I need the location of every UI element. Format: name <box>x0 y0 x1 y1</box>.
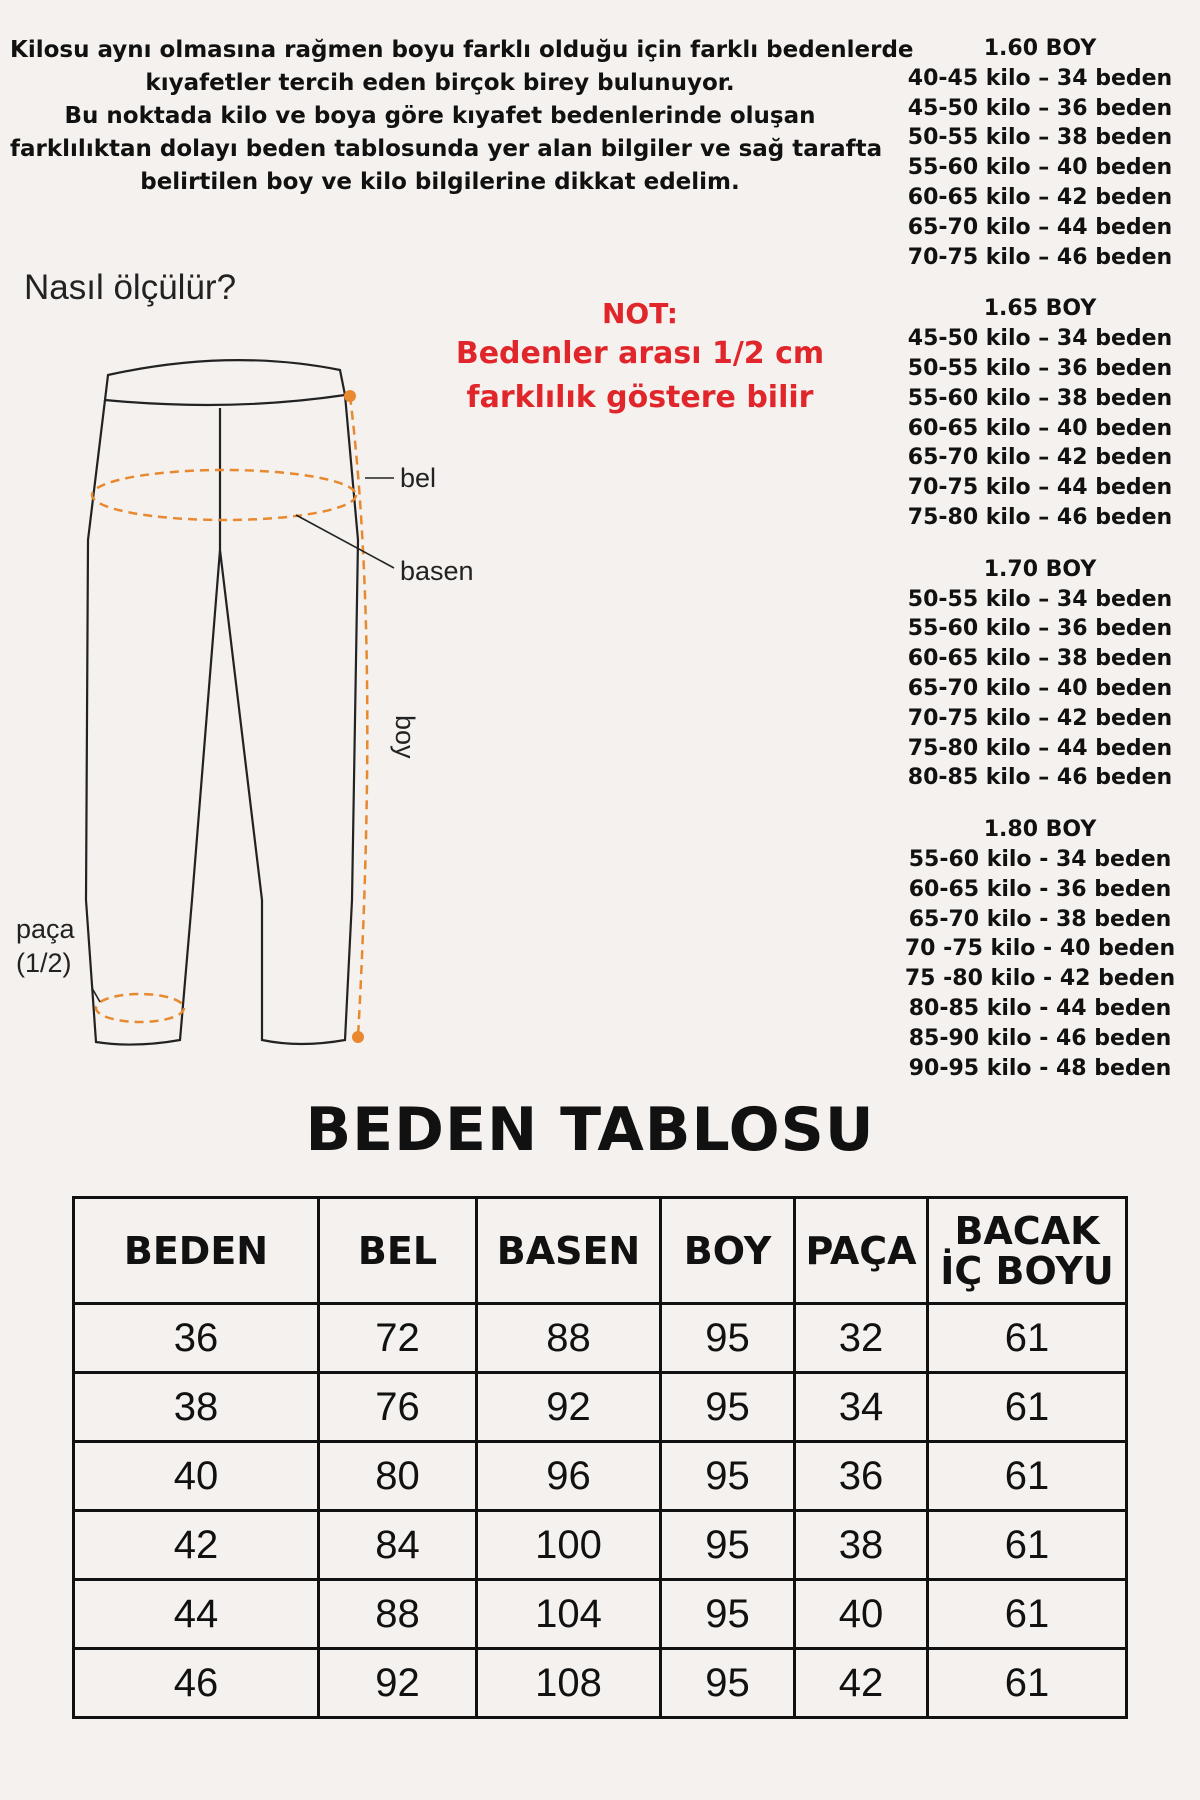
cell-paca: 42 <box>795 1649 928 1718</box>
table-row <box>74 1373 1127 1442</box>
size-group <box>900 555 1180 793</box>
cell-paca: 38 <box>795 1511 928 1580</box>
label-paca: paça <box>16 914 75 944</box>
header-boy: BOY <box>661 1198 795 1304</box>
size-line: 60-65 kilo - 36 beden <box>908 876 1172 902</box>
cell-basen: 88 <box>477 1304 661 1373</box>
cell-bel: 76 <box>319 1373 477 1442</box>
cell-beden: 36 <box>74 1304 319 1373</box>
size-group-title: 1.60 BOY <box>983 36 1097 61</box>
size-line: 45-50 kilo – 34 beden <box>907 326 1173 352</box>
cell-boy: 95 <box>661 1580 795 1649</box>
cell-bel: 92 <box>319 1649 477 1718</box>
measure-lines <box>92 396 367 1037</box>
cell-boy: 95 <box>661 1304 795 1373</box>
size-line: 75-80 kilo – 44 beden <box>907 735 1173 761</box>
length-end-dot <box>352 1031 364 1043</box>
size-line: 70-75 kilo – 42 beden <box>907 705 1173 731</box>
size-line: 65-70 kilo - 38 beden <box>908 906 1172 932</box>
label-basen: basen <box>400 556 474 586</box>
size-line: 55-60 kilo – 36 beden <box>907 616 1173 642</box>
trousers-outline <box>86 360 358 1044</box>
cell-beden: 38 <box>74 1373 319 1442</box>
label-boy: boy <box>390 715 420 759</box>
cell-beden: 44 <box>74 1580 319 1649</box>
header-bacak-ic-boyu: BACAK İÇ BOYU <box>928 1198 1127 1304</box>
size-line: 45-50 kilo – 36 beden <box>907 95 1173 121</box>
size-group-title: 1.80 BOY <box>983 817 1097 843</box>
cell-bel: 72 <box>319 1304 477 1373</box>
cell-boy: 95 <box>661 1649 795 1718</box>
size-line: 80-85 kilo – 46 beden <box>907 765 1173 791</box>
cell-basen: 100 <box>477 1511 661 1580</box>
length-start-dot <box>344 390 356 402</box>
size-group-title: 1.65 BOY <box>983 296 1097 322</box>
table-row <box>74 1649 1127 1718</box>
how-to-measure-title: Nasıl ölçülür? <box>24 268 237 307</box>
cell-beden: 42 <box>74 1511 319 1580</box>
size-line: 55-60 kilo – 38 beden <box>907 385 1173 411</box>
cell-paca: 32 <box>795 1304 928 1373</box>
length-measure-line <box>350 396 367 1037</box>
cell-bacak-ic-boyu: 61 <box>928 1442 1127 1511</box>
size-line: 75 -80 kilo - 42 beden <box>904 966 1176 992</box>
size-table <box>72 1196 1128 1719</box>
intro-line: farklılıktan dolayı beden tablosunda yer alan bilgiler ve sağ tarafta <box>10 136 883 162</box>
intro-line: Bu noktada kilo ve boya göre kıyafet bedenlerinde oluşan <box>64 103 816 129</box>
header-basen: BASEN <box>477 1198 661 1304</box>
cell-basen: 108 <box>477 1649 661 1718</box>
cell-basen: 92 <box>477 1373 661 1442</box>
size-line: 55-60 kilo – 40 beden <box>907 155 1173 181</box>
table-row <box>74 1580 1127 1649</box>
cell-paca: 40 <box>795 1580 928 1649</box>
size-line: 50-55 kilo – 34 beden <box>907 586 1173 612</box>
size-line: 90-95 kilo - 48 beden <box>908 1055 1172 1081</box>
table-row <box>74 1442 1127 1511</box>
cell-basen: 104 <box>477 1580 661 1649</box>
size-group <box>900 34 1180 272</box>
cell-paca: 34 <box>795 1373 928 1442</box>
size-line: 55-60 kilo - 34 beden <box>908 846 1172 872</box>
cell-bacak-ic-boyu: 61 <box>928 1511 1127 1580</box>
header-paca: PAÇA <box>795 1198 928 1304</box>
header-bel: BEL <box>319 1198 477 1304</box>
label-bel: bel <box>400 463 437 493</box>
trousers-measurement-diagram <box>0 340 520 1060</box>
cell-boy: 95 <box>661 1373 795 1442</box>
cell-bel: 88 <box>319 1580 477 1649</box>
size-line: 60-65 kilo – 40 beden <box>907 415 1173 441</box>
size-line: 65-70 kilo – 42 beden <box>907 445 1173 471</box>
note-line: Bedenler arası 1/2 cm <box>455 336 825 371</box>
cell-boy: 95 <box>661 1511 795 1580</box>
cell-beden: 46 <box>74 1649 319 1718</box>
intro-line: Kilosu aynı olmasına rağmen boyu farklı olduğu için farklı bedenlerde <box>10 37 914 63</box>
size-line: 70-75 kilo – 46 beden <box>907 244 1173 270</box>
intro-text <box>10 34 914 199</box>
label-paca-half: (1/2) <box>16 948 72 978</box>
size-group <box>900 294 1180 532</box>
hem-measure-ellipse <box>96 994 184 1022</box>
cell-bel: 80 <box>319 1442 477 1511</box>
size-line: 40-45 kilo – 34 beden <box>907 65 1173 91</box>
size-line: 70-75 kilo – 44 beden <box>907 475 1173 501</box>
cell-bacak-ic-boyu: 61 <box>928 1580 1127 1649</box>
size-line: 65-70 kilo – 44 beden <box>907 214 1173 240</box>
height-weight-size-list <box>900 34 1180 1105</box>
note-line: farklılık göstere bilir <box>466 380 814 415</box>
size-line: 70 -75 kilo - 40 beden <box>904 936 1176 962</box>
cell-paca: 36 <box>795 1442 928 1511</box>
header-beden: BEDEN <box>74 1198 319 1304</box>
size-line: 60-65 kilo – 42 beden <box>907 184 1173 210</box>
size-line: 60-65 kilo – 38 beden <box>907 646 1173 672</box>
table-header-row <box>74 1198 1127 1304</box>
size-line: 50-55 kilo – 36 beden <box>907 355 1173 381</box>
note-title: NOT: <box>601 297 678 330</box>
table-row <box>74 1304 1127 1373</box>
size-group-title: 1.70 BOY <box>983 556 1097 582</box>
size-line: 80-85 kilo - 44 beden <box>908 995 1172 1021</box>
size-group <box>900 815 1180 1083</box>
size-table-title: BEDEN TABLOSU <box>305 1095 875 1165</box>
size-line: 75-80 kilo – 46 beden <box>907 504 1173 530</box>
size-line: 50-55 kilo – 38 beden <box>907 125 1173 151</box>
cell-basen: 96 <box>477 1442 661 1511</box>
table-row <box>74 1511 1127 1580</box>
intro-line: belirtilen boy ve kilo bilgilerine dikkat edelim. <box>140 169 740 195</box>
cell-bel: 84 <box>319 1511 477 1580</box>
size-line: 85-90 kilo - 46 beden <box>908 1025 1172 1051</box>
cell-bacak-ic-boyu: 61 <box>928 1649 1127 1718</box>
cell-bacak-ic-boyu: 61 <box>928 1373 1127 1442</box>
intro-line: kıyafetler tercih eden birçok birey bulunuyor. <box>145 70 735 96</box>
cell-boy: 95 <box>661 1442 795 1511</box>
hip-measure-ellipse <box>92 470 356 520</box>
cell-bacak-ic-boyu: 61 <box>928 1304 1127 1373</box>
size-line: 65-70 kilo – 40 beden <box>907 675 1173 701</box>
cell-beden: 40 <box>74 1442 319 1511</box>
